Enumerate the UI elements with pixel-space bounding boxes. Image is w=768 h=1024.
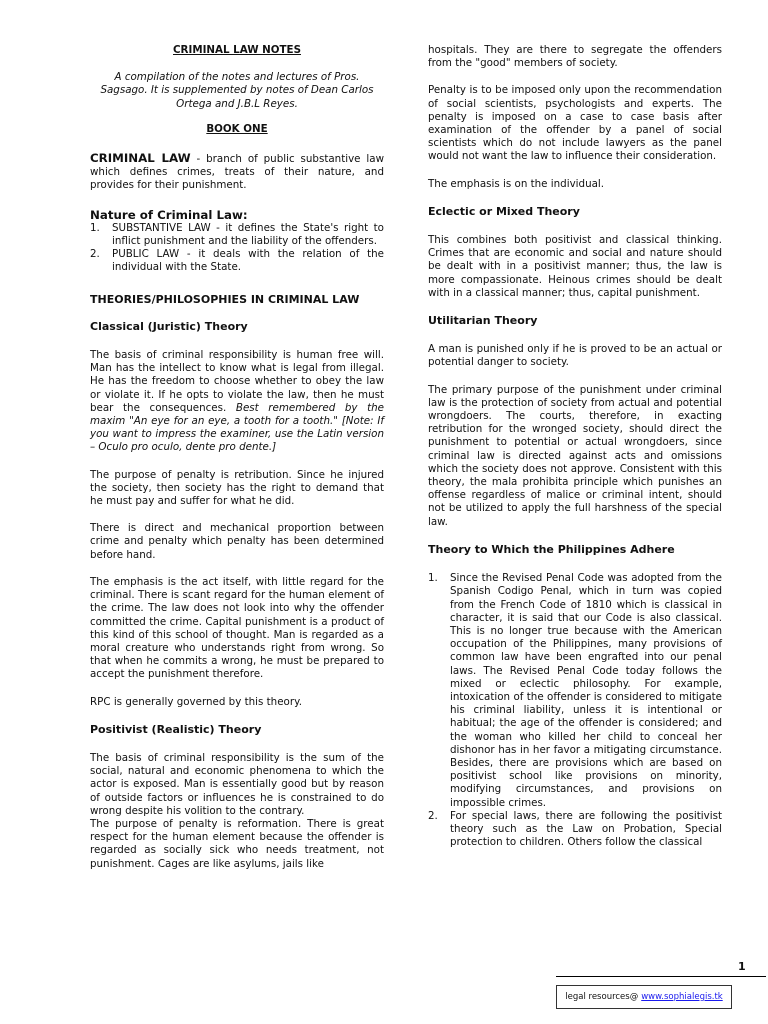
document-subtitle: A compilation of the notes and lectures of Pros. Sagsago. It is supplemented by notes of Dean Carlos Ortega and J.B.L Reyes. [100, 71, 374, 110]
positivist-heading: Positivist (Realistic) Theory [90, 722, 262, 736]
document-title: CRIMINAL LAW NOTES [173, 44, 301, 56]
left-column [90, 44, 384, 871]
nature-item-number: 2. [90, 248, 100, 261]
eclectic-paragraph: This combines both positivist and classical thinking. Crimes that are economic and social and nature should be dealt with in a positivist manner; thus, the law is more compassionate. Heinous crimes should be dealt with in a classical manner; thus, capital punishment. [428, 234, 722, 299]
footer-link[interactable]: www.sophialegis.tk [641, 992, 723, 1002]
classical-p1-text: The basis of criminal responsibility is human free will. Man has the intellect to know what is legal from illegal. He has the freedom to choose whether to obey the law or violate it. If he opts to violate the law, then he must bear the consequences. [90, 349, 384, 414]
nature-item-text: PUBLIC LAW - it deals with the relation of the individual with the State. [112, 248, 384, 274]
classical-paragraph-3: There is direct and mechanical proportion between crime and penalty which penalty has been determined before hand. [90, 522, 384, 561]
criminal-law-definition [90, 152, 384, 193]
nature-item [90, 248, 384, 274]
philippines-heading: Theory to Which the Philippines Adhere [428, 542, 675, 556]
classical-heading: Classical (Juristic) Theory [90, 319, 248, 333]
page-number: 1 [738, 960, 746, 973]
footer-rule [556, 976, 766, 977]
nature-item [90, 222, 384, 248]
philippines-item-text: Since the Revised Penal Code was adopted from the Spanish Codigo Penal, which in turn was copied from the French Code of 1810 which is classical in character, it is said that our Code is also classical. This is no longer true because with the American occupation of the Philippines, many provisions of common law have been engrafted into our penal laws. The Revised Penal Code today follows the mixed or eclectic philosophy. For example, intoxication of the offender is considered to mitigate his criminal liability, unless it is intentional or habitual; the age of the offender is considered; and the woman who killed her child to conceal her dishonor has in her favor a mitigating circumstance. Besides, there are provisions which are based on positivist school like provisions on minority, modifying circumstances, and provisions on impossible crimes. [450, 572, 722, 809]
emphasis-paragraph: The emphasis is on the individual. [428, 177, 605, 190]
definition-term: CRIMINAL LAW [90, 151, 191, 166]
positivist-continued: hospitals. They are there to segregate the offenders from the "good" members of society. [428, 44, 722, 70]
eclectic-heading: Eclectic or Mixed Theory [428, 204, 580, 218]
nature-item-text: SUBSTANTIVE LAW - it defines the State's right to inflict punishment and the liability of the offenders. [112, 221, 384, 248]
philippines-item-number: 2. [428, 809, 438, 822]
classical-paragraph-1 [90, 349, 384, 455]
theories-heading: THEORIES/PHILOSOPHIES IN CRIMINAL LAW [90, 292, 360, 306]
nature-item-number: 1. [90, 221, 100, 234]
philippines-item-text: For special laws, there are following the positivist theory such as the Law on Probation, Special protection to children. Others follow the classical [450, 809, 722, 849]
philippines-item [428, 810, 722, 850]
footer-box [556, 985, 732, 1009]
positivist-paragraph-1: The basis of criminal responsibility is the sum of the social, natural and economic phenomena to which the actor is exposed. Man is essentially good but by reason of outside factors or influences he is constrained to do wrong despite his volition to the contrary. [90, 751, 384, 817]
book-heading: BOOK ONE [206, 122, 268, 135]
classical-p1-italic: Best remembered by the maxim "An eye for an eye, a tooth for a tooth." [Note: If you want to impress the examiner, use the Latin version – Oculo pro oculo, dente pro dente.] [90, 401, 384, 454]
penalty-paragraph: Penalty is to be imposed only upon the recommendation of social scientists, psychologists and experts. The penalty is imposed on a case to case basis after examination of the offender by a panel of social scientists which do not include lawyers as the panel would not want the law to influence their consideration. [428, 84, 722, 163]
footer-label: legal resources@ [565, 992, 639, 1002]
philippines-item [428, 572, 722, 810]
classical-paragraph-4: The emphasis is the act itself, with little regard for the criminal. There is scant regard for the human element of the crime. The law does not look into why the offender committed the crime. Capital punishment is a product of this kind of this school of thought. Man is regarded as a moral creature who understands right from wrong. So that when he commits a wrong, he must be prepared to accept the punishment therefore. [90, 575, 384, 681]
philippines-item-number: 1. [428, 572, 438, 585]
nature-heading: Nature of Criminal Law: [90, 207, 248, 222]
definition-text: - branch of public substantive law which defines crimes, treats of their nature, and provides for their punishment. [90, 153, 385, 192]
utilitarian-heading: Utilitarian Theory [428, 314, 538, 328]
utilitarian-paragraph-2: The primary purpose of the punishment under criminal law is the protection of society from actual and potential wrongdoers. The courts, therefore, in exacting retribution for the wronged society, should direct the punishment to potential or actual wrongdoers, since criminal law is directed against acts and omissions which the society does not approve. Consistent with this theory, the mala prohibita principle which punishes an offense regardless of malice or criminal intent, should not be utilized to apply the full harshness of the special law. [428, 383, 722, 528]
positivist-paragraph-2: The purpose of penalty is reformation. There is great respect for the human element because the offender is regarded as socially sick who needs treatment, not punishment. Cages are like asylums, jails like [90, 817, 384, 870]
classical-paragraph-2: The purpose of penalty is retribution. Since he injured the society, then society has the right to demand that he must pay and suffer for what he did. [90, 468, 384, 508]
classical-paragraph-5: RPC is generally governed by this theory. [90, 695, 302, 708]
right-column [428, 44, 722, 849]
utilitarian-paragraph-1: A man is punished only if he is proved to be an actual or potential danger to society. [428, 343, 722, 369]
